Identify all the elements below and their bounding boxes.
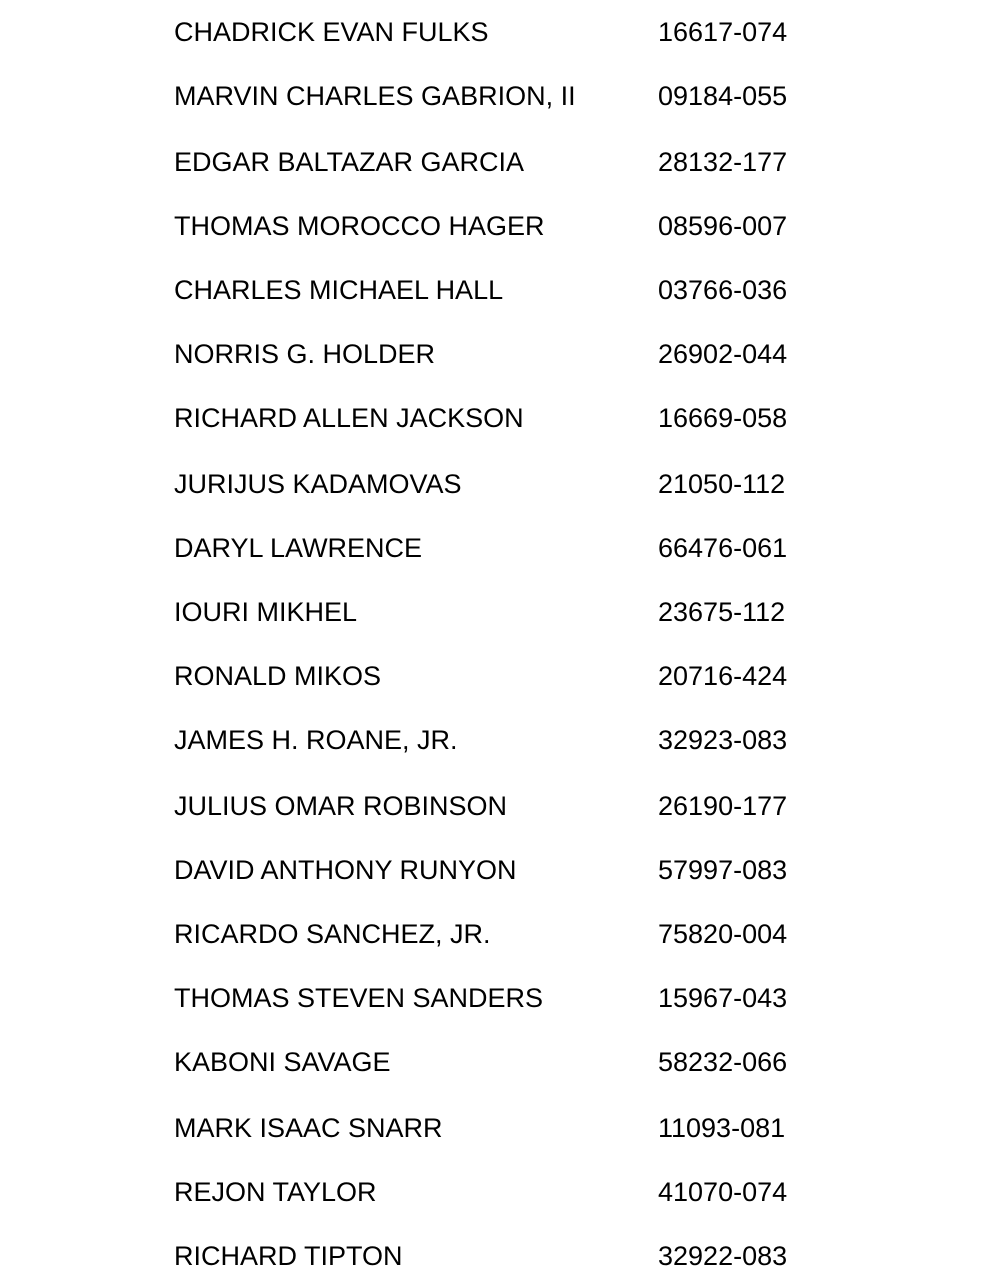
register-number: 16669-058 (658, 403, 788, 433)
list-row (0, 464, 998, 504)
list-row (0, 656, 998, 696)
list-row (0, 1108, 998, 1148)
register-number: 08596-007 (658, 211, 788, 241)
person-name: CHADRICK EVAN FULKS (174, 17, 489, 47)
person-name: EDGAR BALTAZAR GARCIA (174, 147, 525, 177)
list-row (0, 206, 998, 246)
list-row (0, 850, 998, 890)
register-number: 66476-061 (658, 533, 788, 563)
person-name: DARYL LAWRENCE (174, 533, 423, 563)
list-row (0, 1042, 998, 1082)
person-name: MARVIN CHARLES GABRION, II (174, 81, 576, 111)
register-number: 11093-081 (658, 1113, 786, 1143)
register-number: 23675-112 (658, 597, 786, 627)
register-number: 09184-055 (658, 81, 788, 111)
list-row (0, 398, 998, 438)
register-number: 26190-177 (658, 791, 788, 821)
list-row (0, 592, 998, 632)
list-row (0, 76, 998, 116)
register-number: 21050-112 (658, 469, 786, 499)
register-number: 75820-004 (658, 919, 788, 949)
list-row (0, 914, 998, 954)
list-row (0, 528, 998, 568)
person-name: REJON TAYLOR (174, 1177, 377, 1207)
register-number: 16617-074 (658, 17, 788, 47)
person-name: THOMAS STEVEN SANDERS (174, 983, 544, 1013)
register-number: 03766-036 (658, 275, 788, 305)
register-number: 32923-083 (658, 725, 788, 755)
list-row (0, 786, 998, 826)
register-number: 41070-074 (658, 1177, 788, 1207)
list-row (0, 12, 998, 52)
person-name: JULIUS OMAR ROBINSON (174, 791, 508, 821)
person-name: DAVID ANTHONY RUNYON (174, 855, 517, 885)
list-row (0, 334, 998, 374)
register-number: 26902-044 (658, 339, 788, 369)
person-name: MARK ISAAC SNARR (174, 1113, 443, 1143)
register-number: 28132-177 (658, 147, 788, 177)
person-name: NORRIS G. HOLDER (174, 339, 436, 369)
register-number: 32922-083 (658, 1241, 788, 1271)
person-name: JAMES H. ROANE, JR. (174, 725, 458, 755)
person-name: RICHARD ALLEN JACKSON (174, 403, 524, 433)
register-number: 58232-066 (658, 1047, 788, 1077)
person-name: RICHARD TIPTON (174, 1241, 403, 1271)
person-name: RICARDO SANCHEZ, JR. (174, 919, 491, 949)
person-name: CHARLES MICHAEL HALL (174, 275, 504, 305)
person-name: JURIJUS KADAMOVAS (174, 469, 462, 499)
register-number: 15967-043 (658, 983, 788, 1013)
list-row (0, 1172, 998, 1212)
person-name: KABONI SAVAGE (174, 1047, 391, 1077)
list-row (0, 978, 998, 1018)
list-row (0, 142, 998, 182)
person-name: RONALD MIKOS (174, 661, 382, 691)
list-row (0, 270, 998, 310)
person-name: THOMAS MOROCCO HAGER (174, 211, 545, 241)
register-number: 20716-424 (658, 661, 788, 691)
list-row (0, 1236, 998, 1276)
person-name: IOURI MIKHEL (174, 597, 358, 627)
list-row (0, 720, 998, 760)
register-number: 57997-083 (658, 855, 788, 885)
